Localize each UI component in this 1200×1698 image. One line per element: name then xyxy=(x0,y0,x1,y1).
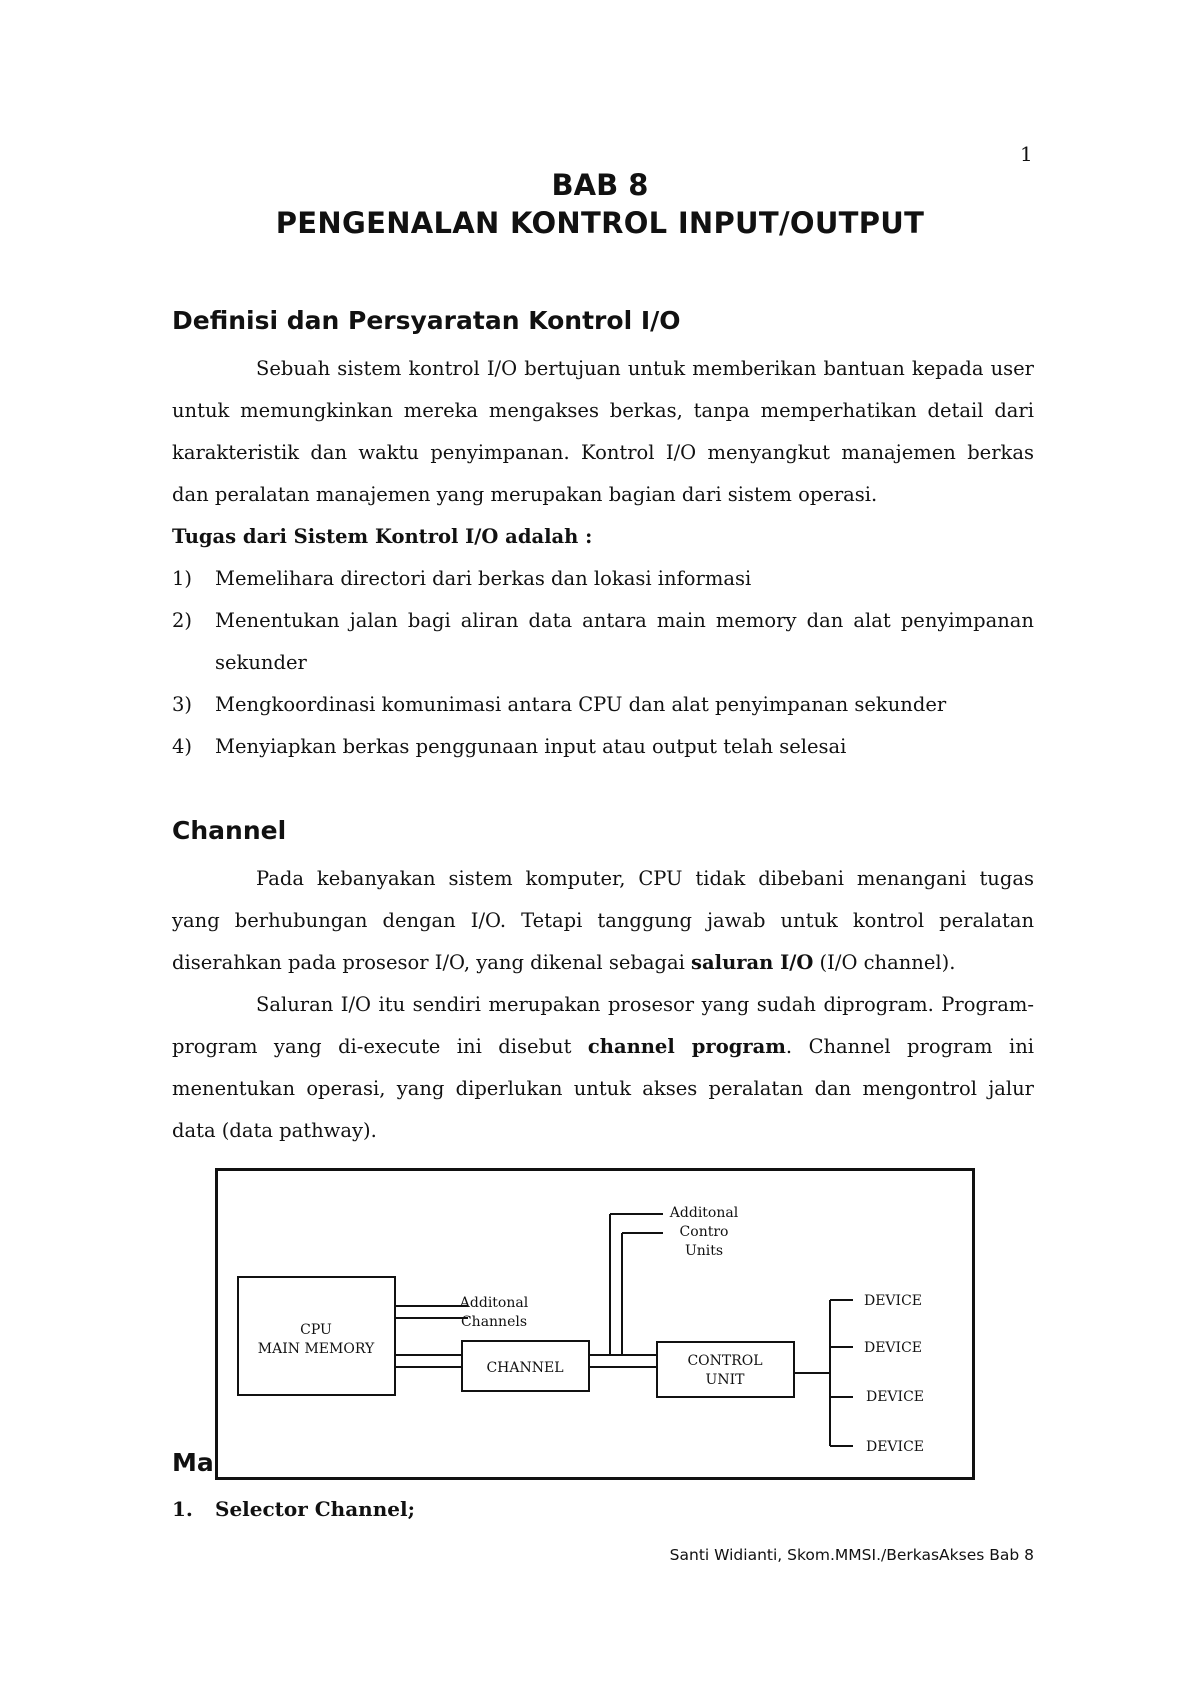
list-item-number: 1. xyxy=(172,1497,193,1521)
device-label: DEVICE xyxy=(863,1340,923,1356)
list-item xyxy=(172,684,1034,726)
device-label: DEVICE xyxy=(865,1389,925,1405)
selector-channel-item xyxy=(172,1497,415,1521)
list-item-text: Mengkoordinasi komunimasi antara CPU dan alat penyimpanan sekunder xyxy=(215,693,947,716)
list-item xyxy=(172,726,1034,768)
additional-channels-label-2: Channels xyxy=(460,1314,528,1330)
channel-paragraph-2 xyxy=(172,984,1034,1152)
term-saluran-io: saluran I/O xyxy=(691,951,814,974)
section-heading-channel: Channel xyxy=(172,816,287,845)
list-item-text: Memelihara directori dari berkas dan lokasi informasi xyxy=(215,567,752,590)
main-memory-label: MAIN MEMORY xyxy=(257,1341,375,1357)
list-item xyxy=(172,600,1034,684)
tasks-list xyxy=(172,558,1034,768)
term-channel-program: channel program xyxy=(587,1035,786,1058)
io-channel-diagram xyxy=(215,1168,975,1480)
definisi-paragraph-text: Sebuah sistem kontrol I/O bertujuan untuk memberikan bantuan kepada user untuk memungkinkan mereka mengakses berkas, tanpa memperhatikan detail dari karakteristik dan waktu penyimpanan. Kontrol I/O menyangkut manajemen berkas dan peralatan manajemen yang merupakan bagian dari sistem operasi. xyxy=(172,357,1034,506)
additional-channels-label-1: Additonal xyxy=(459,1295,529,1311)
channel-p2-text: Saluran I/O itu sendiri merupakan prosesor yang sudah diprogram. Program-program yang di-execute ini disebut xyxy=(172,993,1034,1058)
additional-cu-label-1: Additonal xyxy=(669,1205,739,1221)
channel-p1-text-end: (I/O channel). xyxy=(813,951,956,974)
channel-paragraph-1 xyxy=(172,858,1034,984)
additional-cu-label-3: Units xyxy=(684,1243,724,1259)
list-item-text: Menentukan jalan bagi aliran data antara main memory dan alat penyimpanan sekunder xyxy=(215,609,1034,674)
additional-cu-label-2: Contro xyxy=(679,1224,729,1240)
channel-p2-text-end: . Channel program ini menentukan operasi, yang diperlukan untuk akses peralatan dan mengontrol jalur data (data pathway). xyxy=(172,1035,1034,1142)
list-item-number: 3) xyxy=(172,693,193,716)
page-footer: Santi Widianti, Skom.MMSI./BerkasAkses Bab 8 xyxy=(669,1546,1034,1564)
section-heading-cut: Ma xyxy=(172,1448,214,1477)
device-label: DEVICE xyxy=(863,1293,923,1309)
section-heading-definisi: Definisi dan Persyaratan Kontrol I/O xyxy=(172,306,681,335)
control-unit-label-2: UNIT xyxy=(705,1372,745,1388)
list-item-number: 1) xyxy=(172,567,193,590)
list-item-number: 2) xyxy=(172,609,193,632)
tasks-title: Tugas dari Sistem Kontrol I/O adalah : xyxy=(172,525,593,548)
list-item xyxy=(172,558,1034,600)
channel-p1-text: Pada kebanyakan sistem komputer, CPU tidak dibebani menangani tugas yang berhubungan dengan I/O. Tetapi tanggung jawab untuk kontrol peralatan diserahkan pada prosesor I/O, yang dikenal sebagai xyxy=(172,867,1034,974)
definisi-paragraph xyxy=(172,348,1034,516)
device-label: DEVICE xyxy=(865,1439,925,1455)
chapter-number: BAB 8 xyxy=(551,168,649,202)
cpu-label: CPU xyxy=(300,1322,332,1338)
control-unit-label-1: CONTROL xyxy=(687,1353,763,1369)
page-number: 1 xyxy=(1020,142,1033,166)
list-item-text: Selector Channel; xyxy=(215,1497,415,1521)
list-item-text: Menyiapkan berkas penggunaan input atau output telah selesai xyxy=(215,735,847,758)
chapter-title: PENGENALAN KONTROL INPUT/OUTPUT xyxy=(275,206,925,240)
list-item-number: 4) xyxy=(172,735,193,758)
channel-label: CHANNEL xyxy=(486,1360,564,1376)
